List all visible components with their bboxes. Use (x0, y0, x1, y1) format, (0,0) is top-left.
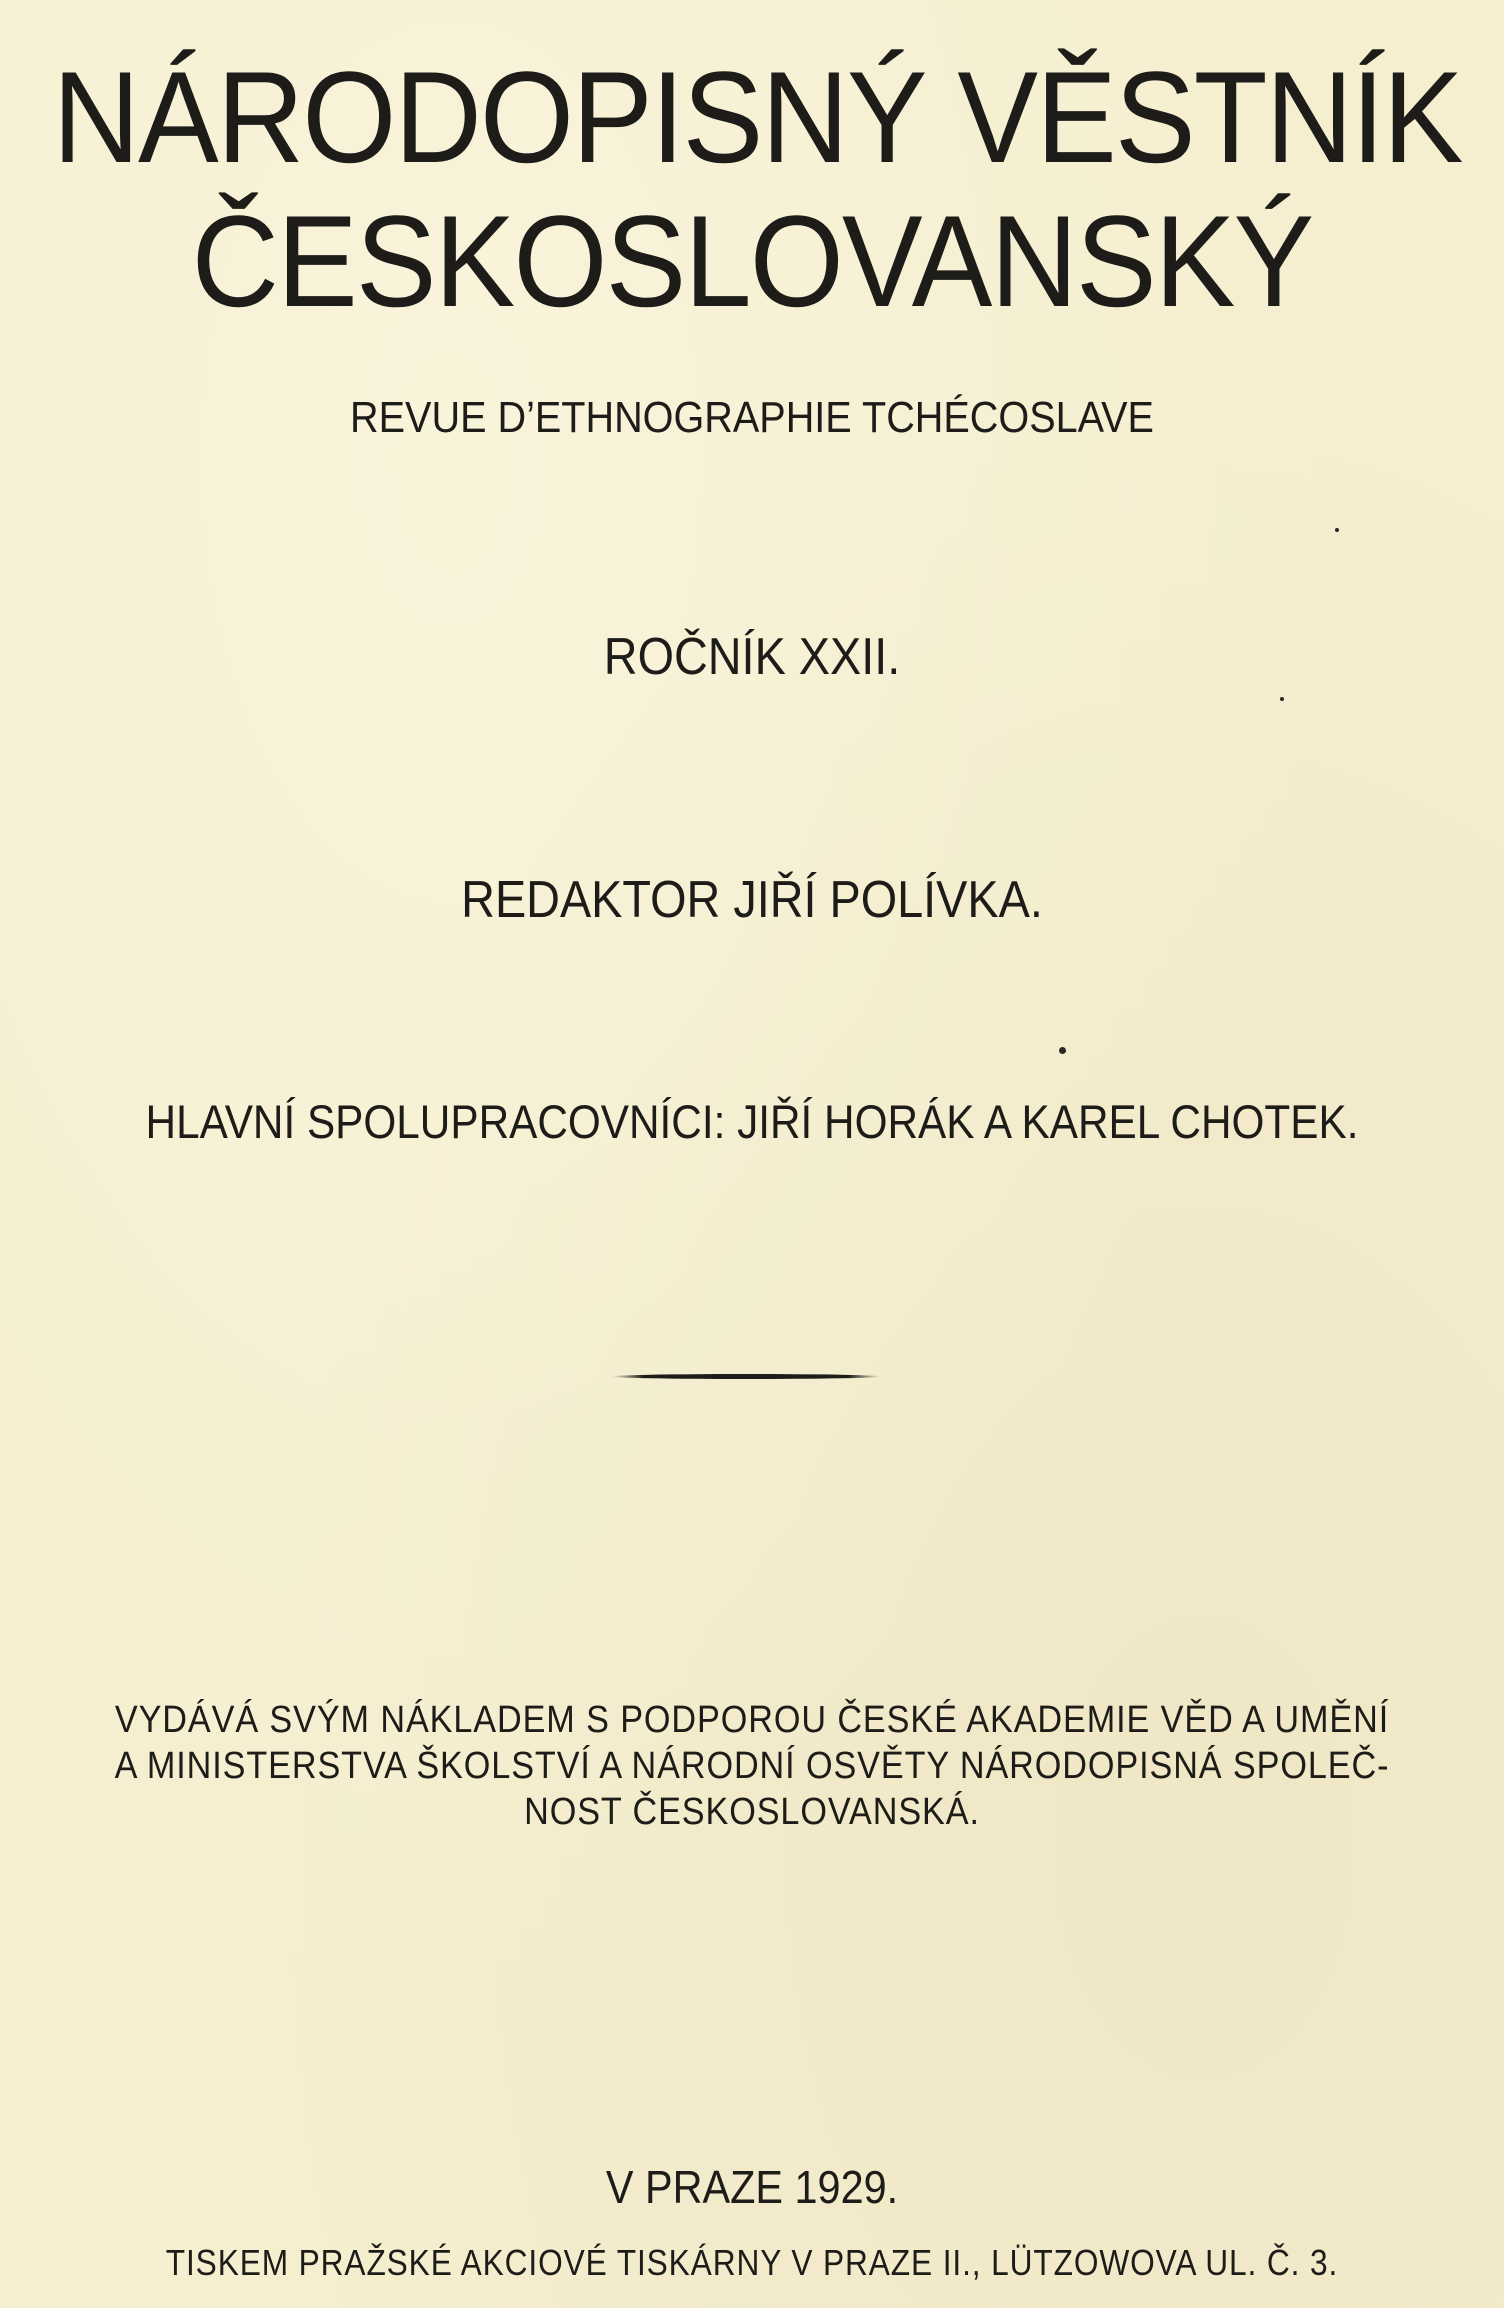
decorative-rule (612, 1374, 880, 1379)
place-and-year: V PRAZE 1929. (605, 2161, 899, 2213)
print-speck (1280, 697, 1284, 701)
journal-subtitle: REVUE D’ETHNOGRAPHIE TCHÉCOSLAVE (350, 393, 1154, 442)
publisher-line-2: A MINISTERSTVA ŠKOLSTVÍ A NÁRODNÍ OSVĚTY NÁRODOPISNÁ SPOLEČ- (114, 1745, 1390, 1787)
print-speck (1059, 1047, 1066, 1054)
publisher-line-3: NOST ČESKOSLOVANSKÁ. (524, 1791, 980, 1833)
journal-title-line-1: NÁRODOPISNÝ VĚSTNÍK (52, 44, 1462, 190)
editor-line: REDAKTOR JIŘÍ POLÍVKA. (461, 871, 1043, 929)
printer-imprint: TISKEM PRAŽSKÉ AKCIOVÉ TISKÁRNY V PRAZE II., LÜTZOWOVA UL. Č. 3. (165, 2242, 1339, 2283)
collaborators-line: HLAVNÍ SPOLUPRACOVNÍCI: JIŘÍ HORÁK A KAREL CHOTEK. (145, 1095, 1359, 1148)
volume-number: ROČNÍK XXII. (603, 628, 901, 686)
print-speck (1335, 528, 1339, 532)
publisher-line-1: VYDÁVÁ SVÝM NÁKLADEM S PODPOROU ČESKÉ AKADEMIE VĚD A UMĚNÍ (114, 1699, 1390, 1741)
journal-title-line-2: ČESKOSLOVANSKÝ (191, 188, 1313, 334)
